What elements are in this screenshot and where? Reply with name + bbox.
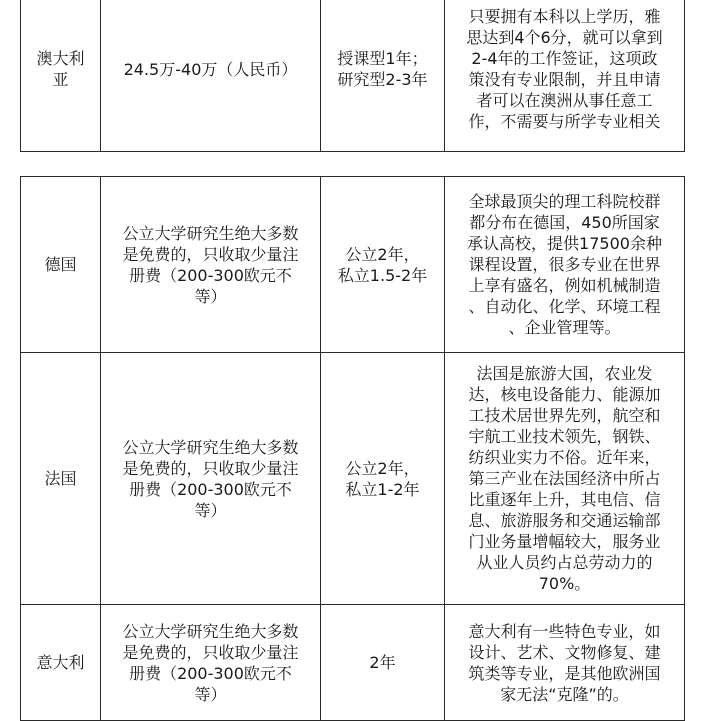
- country-cell: [21, 605, 101, 721]
- country-cell: [21, 353, 101, 605]
- duration-text: 公立2年， 私立1-2年: [345, 458, 420, 499]
- cost-cell: [101, 353, 321, 605]
- description-text: 法国是旅游大国，农业发 达，核电设备能力、能源加 工技术居世界先列，航空和 宇航工业技术领先，钢铁、 纺织业实力不俗。近年来， 第三产业在法国经济中所占 比重逐年上升，其电信、信 息、旅游服务和交通运输部 门业务量增幅较大，服务业 从业人员约占总劳动力的 70%。: [468, 364, 661, 593]
- cost-cell: [101, 605, 321, 721]
- cost-cell: [101, 177, 321, 353]
- duration-cell: [321, 177, 445, 353]
- duration-cell: [321, 605, 445, 721]
- country-cell: [21, 0, 101, 152]
- table-row-france: [21, 353, 685, 605]
- description-text: 全球最顶尖的理工科院校群 都分布在德国，450所国家 承认高校，提供17500余种 课程设置，很多专业在世界 上享有盛名，例如机械制造 、自动化、化学、环境工程 、企业管理等。: [467, 192, 662, 337]
- cost-text: 公立大学研究生绝大多数 是免费的，只收取少量注 册费（200-300欧元不 等）: [122, 223, 299, 306]
- description-cell: [445, 177, 685, 353]
- description-cell: [445, 353, 685, 605]
- duration-text: 2年: [369, 653, 396, 672]
- table-row-australia: [21, 0, 685, 152]
- country-name: 澳大利亚: [36, 49, 85, 89]
- description-text: 意大利有一些特色专业，如 设计、艺术、文物修复、建 筑类等专业，是其他欧洲国 家无法“克隆”的。: [468, 621, 661, 704]
- duration-cell: [321, 353, 445, 605]
- table-row-italy: [21, 605, 685, 721]
- table-row-germany: [21, 177, 685, 353]
- duration-text: 公立2年， 私立1.5-2年: [337, 244, 428, 285]
- description-text: 只要拥有本科以上学历，雅 思达到4个6分，就可以拿到 2-4年的工作签证，这项政 策没有专业限制，并且申请 者可以在澳洲从事任意工 作，不需要与所学专业相关: [466, 7, 663, 131]
- cost-text: 公立大学研究生绝大多数 是免费的，只收取少量注 册费（200-300欧元不 等）: [122, 437, 299, 520]
- description-cell: [445, 0, 685, 152]
- country-name: 德国: [44, 255, 77, 274]
- country-name: 意大利: [36, 653, 85, 672]
- cost-text: 公立大学研究生绝大多数 是免费的，只收取少量注 册费（200-300欧元不 等）: [122, 621, 299, 704]
- country-name: 法国: [44, 469, 77, 488]
- cost-text: 24.5万-40万（人民币）: [123, 59, 298, 79]
- study-abroad-table-main: [20, 176, 685, 721]
- study-abroad-table-top: [20, 0, 685, 152]
- cost-cell: [101, 0, 321, 152]
- duration-text: 授课型1年； 研究型2-3年: [337, 49, 428, 89]
- country-cell: [21, 177, 101, 353]
- description-cell: [445, 605, 685, 721]
- duration-cell: [321, 0, 445, 152]
